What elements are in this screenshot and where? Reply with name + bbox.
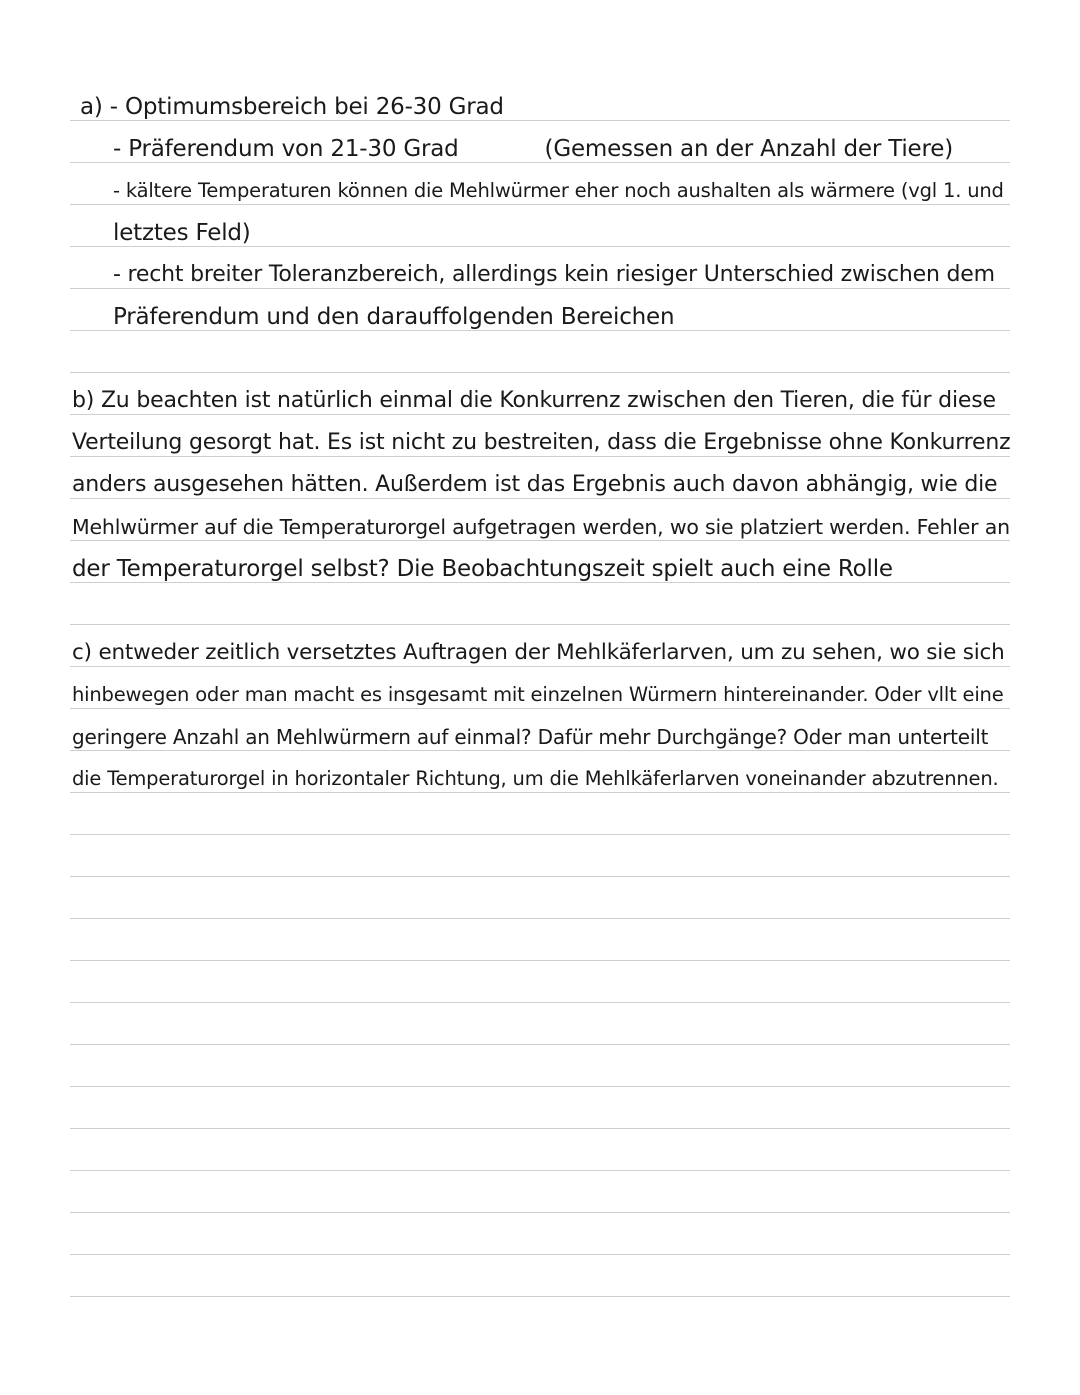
section-b-line-3: anders ausgesehen hätten. Außerdem ist das Ergebnis auch davon abhängig, wie die [72,472,998,497]
section-b-line-2: Verteilung gesorgt hat. Es ist nicht zu bestreiten, dass die Ergebnisse ohne Konkurrenz [72,430,1011,455]
ruled-line [70,1212,1010,1213]
ruled-line [70,960,1010,961]
section-a-line-2 [113,134,953,164]
ruled-line [70,624,1010,625]
section-c-line-3: geringere Anzahl an Mehlwürmern auf einmal? Dafür mehr Durchgänge? Oder man unterteilt [72,725,989,749]
section-a-label: a) [80,94,103,120]
section-a-optimum: - Optimumsbereich bei 26-30 Grad [109,94,504,120]
section-a-preferendum: - Präferendum von 21-30 Grad [113,136,459,162]
ruled-line [70,918,1010,919]
ruled-line [70,1254,1010,1255]
section-c-line-2: hinbewegen oder man macht es insgesamt mit einzelnen Würmern hintereinander. Oder vllt eine [72,683,1004,706]
section-c-line-4: die Temperaturorgel in horizontaler Richtung, um die Mehlkäferlarven voneinander abzutrennen. [72,767,999,790]
ruled-line [70,1002,1010,1003]
section-a-line-4: letztes Feld) [113,220,251,246]
ruled-line [70,1086,1010,1087]
ruled-line [70,876,1010,877]
ruled-line [70,1170,1010,1171]
section-b-line-5: der Temperaturorgel selbst? Die Beobachtungszeit spielt auch eine Rolle [72,556,893,582]
section-a-line-5: - recht breiter Toleranzbereich, allerdings kein riesiger Unterschied zwischen dem [113,262,995,287]
ruled-line [70,1044,1010,1045]
section-c-line-1: c) entweder zeitlich versetztes Auftragen der Mehlkäferlarven, um zu sehen, wo sie sich [72,640,1005,665]
section-a-preferendum-note: (Gemessen an der Anzahl der Tiere) [544,136,953,162]
section-a-line-1 [80,92,504,122]
section-b-line-1: b) Zu beachten ist natürlich einmal die Konkurrenz zwischen den Tieren, die für diese [72,388,996,413]
ruled-line [70,834,1010,835]
ruled-line [70,1128,1010,1129]
ruled-line [70,372,1010,373]
section-b-line-4: Mehlwürmer auf die Temperaturorgel aufgetragen werden, wo sie platziert werden. Fehler an [72,515,1010,539]
section-a-line-6: Präferendum und den darauffolgenden Bereichen [113,304,675,330]
ruled-line [70,1296,1010,1297]
section-a-line-3: - kältere Temperaturen können die Mehlwürmer eher noch aushalten als wärmere (vgl 1. und [113,179,1004,202]
